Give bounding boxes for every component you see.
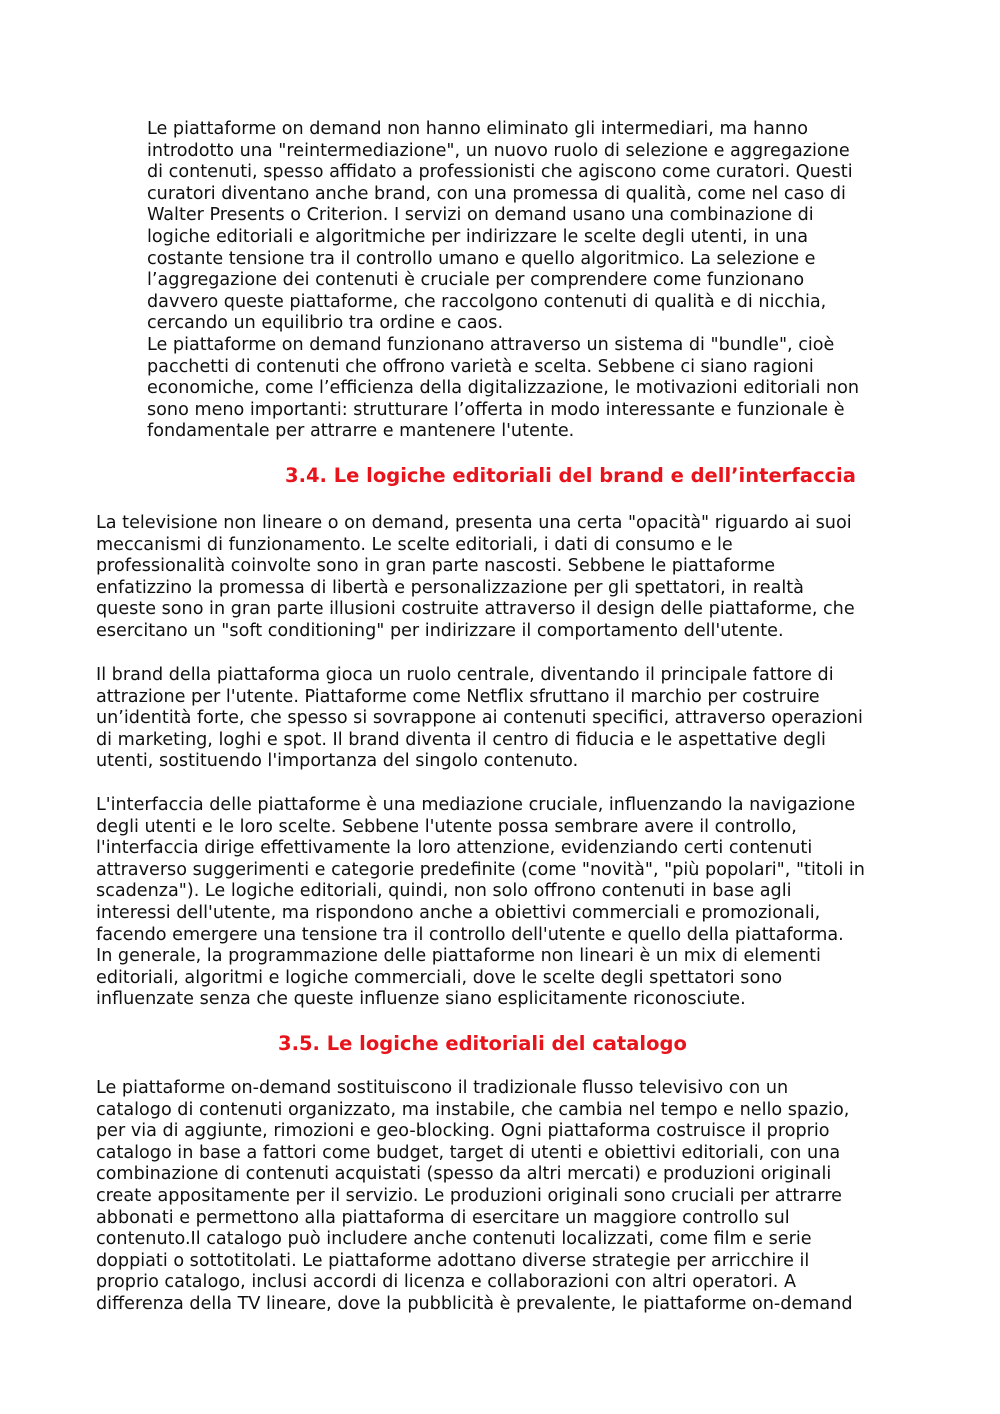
section-3-4-paragraph-1: La televisione non lineare o on demand, presenta una certa "opacità" riguardo ai suoi meccanismi di funzionamento. Le scelte editoriali, i dati di consumo e le professionalità coinvolte sono in gran parte nascosti. Sebbene le piattaforme enfatizzino la promessa di libertà e personalizzazione per gli spettatori, in realtà queste sono in gran parte illusioni costruite attraverso il design delle piattaforme, che esercitano un "soft conditioning" per indirizzare il comportamento dell'utente.: [96, 513, 855, 641]
section-3-4-heading: 3.4. Le logiche editoriali del brand e dell’interfaccia: [285, 464, 856, 487]
section-3-5-paragraph-1: Le piattaforme on-demand sostituiscono il tradizionale flusso televisivo con un catalogo di contenuti organizzato, ma instabile, che cambia nel tempo e nello spazio, per via di aggiunte, rimozioni e geo-blocking. Ogni piattaforma costruisce il proprio catalogo in base a fattori come budget, target di utenti e obiettivi editoriali, con una combinazione di contenuti acquistati (spesso da altri mercati) e produzioni originali create appositamente per il servizio. Le produzioni originali sono cruciali per attrarre abbonati e permettono alla piattaforma di esercitare un maggiore controllo sul contenuto.Il catalogo può includere anche contenuti localizzati, come film e serie doppiati o sottotitolati. Le piattaforme adottano diverse strategie per arricchire il proprio catalogo, inclusi accordi di licenza e collaborazioni con altri operatori. A differenza della TV lineare, dove la pubblicità è prevalente, le piattaforme on-demand: [96, 1078, 853, 1314]
section-3-4-paragraph-3: L'interfaccia delle piattaforme è una mediazione cruciale, influenzando la navigazione degli utenti e le loro scelte. Sebbene l'utente possa sembrare avere il controllo, l'interfaccia dirige effettivamente la loro attenzione, evidenziando certi contenuti attraverso suggerimenti e categorie predefinite (come "novità", "più popolari", "titoli in scadenza"). Le logiche editoriali, quindi, non solo offrono contenuti in base agli interessi dell'utente, ma rispondono anche a obiettivi commerciali e promozionali, facendo emergere una tensione tra il controllo dell'utente e quello della piattaforma. In generale, la programmazione delle piattaforme non lineari è un mix di elementi editoriali, algoritmi e logiche commerciali, dove le scelte degli spettatori sono influenzate senza che queste influenze siano esplicitamente riconosciute.: [96, 795, 865, 1010]
section-3-5-heading: 3.5. Le logiche editoriali del catalogo: [278, 1032, 687, 1055]
intro-paragraph-1: Le piattaforme on demand non hanno eliminato gli intermediari, ma hanno introdotto una "reintermediazione", un nuovo ruolo di selezione e aggregazione di contenuti, spesso affidato a professionisti che agiscono come curatori. Questi curatori diventano anche brand, con una promessa di qualità, come nel caso di Walter Presents o Criterion. I servizi on demand usano una combinazione di logiche editoriali e algoritmiche per indirizzare le scelte degli utenti, in una costante tensione tra il controllo umano e quello algoritmico. La selezione e l’aggregazione dei contenuti è cruciale per comprendere come funzionano davvero queste piattaforme, che raccolgono contenuti di qualità e di nicchia, cercando un equilibrio tra ordine e caos.: [147, 119, 853, 334]
intro-paragraph-2: Le piattaforme on demand funzionano attraverso un sistema di "bundle", cioè pacchetti di contenuti che offrono varietà e scelta. Sebbene ci siano ragioni economiche, come l’efficienza della digitalizzazione, le motivazioni editoriali non sono meno importanti: strutturare l’offerta in modo interessante e funzionale è fondamentale per attrarre e mantenere l'utente.: [147, 335, 860, 442]
section-3-4-paragraph-2: Il brand della piattaforma gioca un ruolo centrale, diventando il principale fattore di attrazione per l'utente. Piattaforme come Netflix sfruttano il marchio per costruire un’identità forte, che spesso si sovrappone ai contenuti specifici, attraverso operazioni di marketing, loghi e spot. Il brand diventa il centro di fiducia e le aspettative degli utenti, sostituendo l'importanza del singolo contenuto.: [96, 665, 863, 772]
